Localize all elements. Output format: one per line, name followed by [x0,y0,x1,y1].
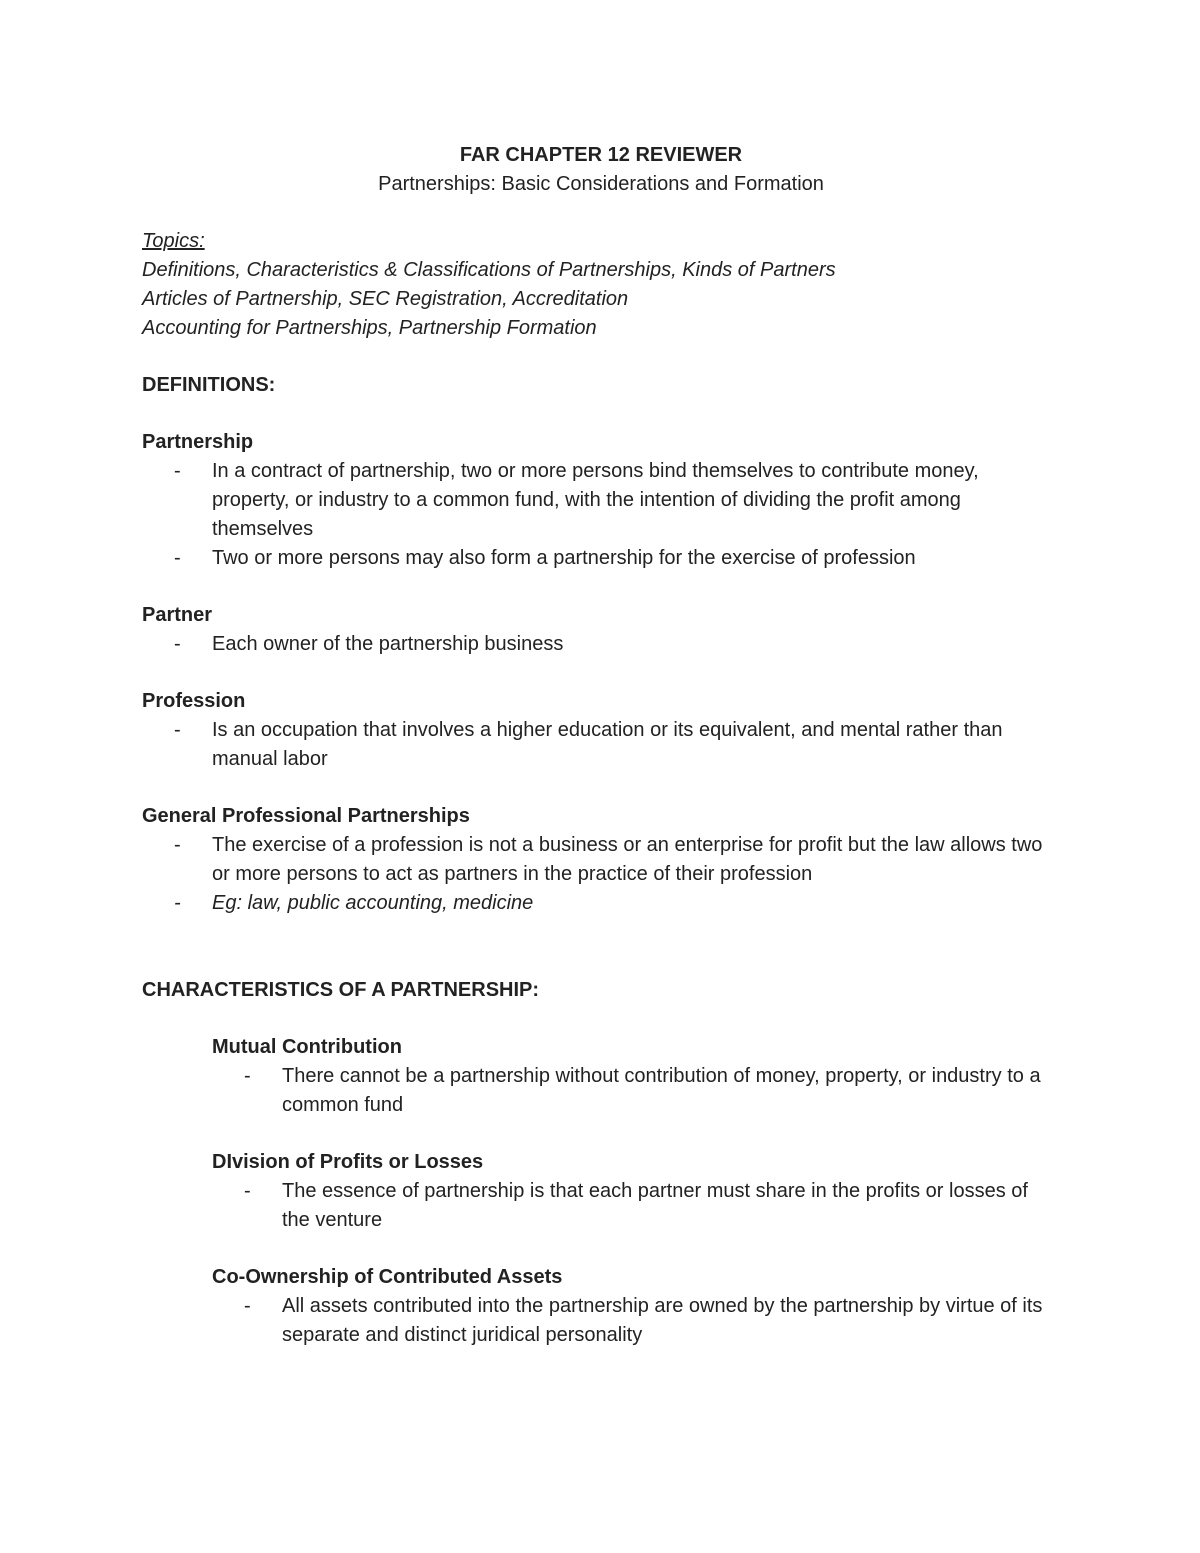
characteristic-term: Mutual Contribution [212,1036,402,1058]
definition-point: - In a contract of partnership, two or more persons bind themselves to contribute money, property, or industry to a common fund, with the intention of dividing the profit among themselves [212,457,1060,544]
topic-line: Definitions, Characteristics & Classifications of Partnerships, Kinds of Partners [142,259,836,281]
characteristic-term: DIvision of Profits or Losses [212,1151,484,1173]
definition-general-professional-partnerships [142,802,1060,918]
document-title: FAR CHAPTER 12 REVIEWER [459,144,743,166]
characteristics-heading: CHARACTERISTICS OF A PARTNERSHIP: [142,979,540,1001]
definition-points [142,457,1060,573]
definition-points [142,716,1060,774]
document-subtitle: Partnerships: Basic Considerations and Formation [378,173,824,195]
definition-term: General Professional Partnerships [142,805,470,827]
definition-profession [142,687,1060,774]
characteristic-mutual-contribution [142,1033,1060,1120]
characteristic-term: Co-Ownership of Contributed Assets [212,1266,563,1288]
definition-point: - Each owner of the partnership business [212,630,1060,659]
topics-label: Topics: [142,230,205,252]
definition-point: - The exercise of a profession is not a business or an enterprise for profit but the law allows two or more persons to act as partners in the practice of their profession [212,831,1060,889]
definition-point: - Is an occupation that involves a higher education or its equivalent, and mental rather than manual labor [212,716,1060,774]
definition-partner [142,601,1060,659]
characteristic-division-of-profits [142,1148,1060,1235]
definition-term: Partnership [142,431,254,453]
characteristic-point: - The essence of partnership is that each partner must share in the profits or losses of the venture [282,1177,1060,1235]
spacer [142,946,1060,976]
definition-point: - Eg: law, public accounting, medicine [212,889,1060,918]
definition-term: Partner [142,604,213,626]
definition-partnership [142,428,1060,573]
characteristic-co-ownership [142,1263,1060,1350]
definition-points [142,630,1060,659]
topics-section [142,227,1060,343]
characteristic-points [212,1292,1060,1350]
characteristic-points [212,1062,1060,1120]
characteristic-point: - All assets contributed into the partnership are owned by the partnership by virtue of its separate and distinct juridical personality [282,1292,1060,1350]
characteristic-points [212,1177,1060,1235]
topic-line: Articles of Partnership, SEC Registration, Accreditation [142,288,629,310]
definition-term: Profession [142,690,246,712]
definition-point: - Two or more persons may also form a partnership for the exercise of profession [212,544,1060,573]
definition-points [142,831,1060,918]
definitions-heading: DEFINITIONS: [142,374,276,396]
topic-line: Accounting for Partnerships, Partnership Formation [142,317,597,339]
characteristic-point: - There cannot be a partnership without contribution of money, property, or industry to a common fund [282,1062,1060,1120]
